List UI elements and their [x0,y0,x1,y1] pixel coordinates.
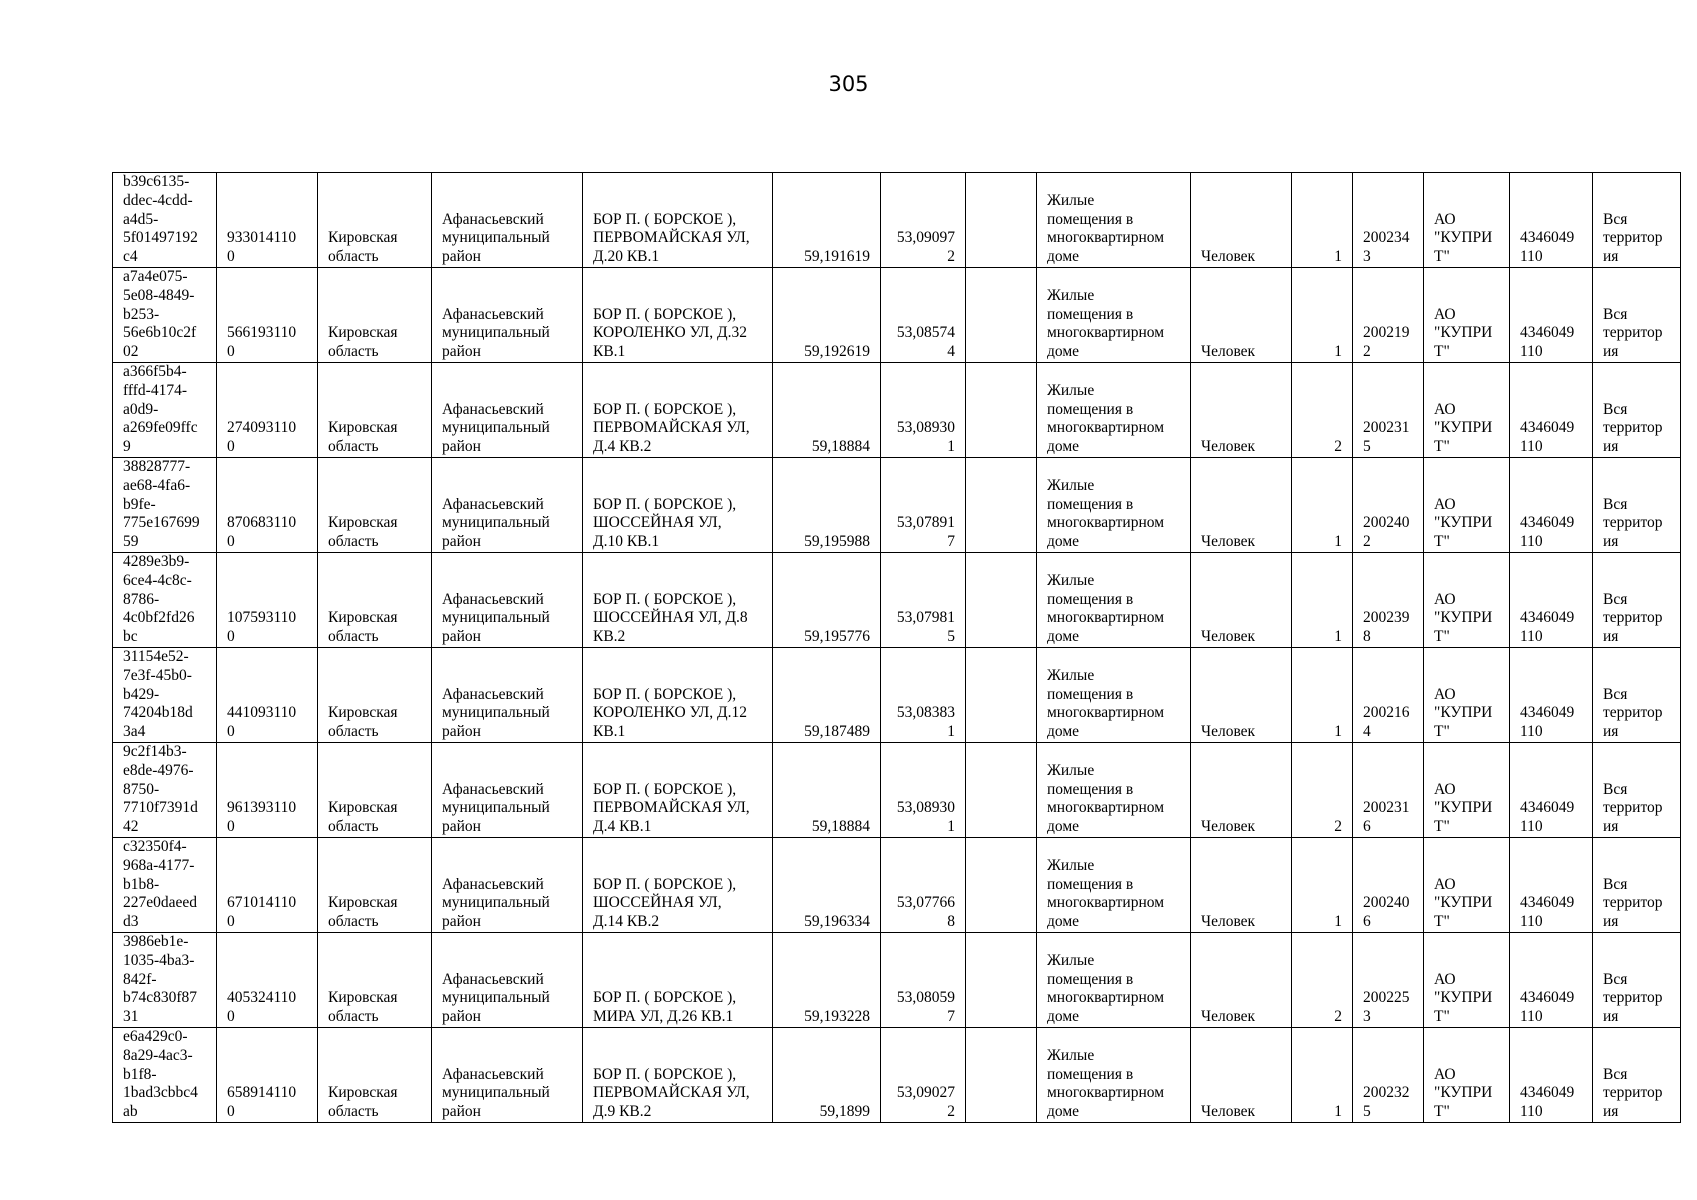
cell-address: БОР П. ( БОРСКОЕ ), ПЕРВОМАЙСКАЯ УЛ, Д.4 КВ.1 [583,743,773,838]
cell-longitude: 53,08574 4 [881,268,966,363]
cell-quantity: 1 [1292,553,1353,648]
cell-territory: Вся территор ия [1593,268,1681,363]
cell-region: Кировская область [318,458,432,553]
table-row [113,743,1681,838]
cell-district: Афанасьевский муниципальный район [432,648,583,743]
cell-territory: Вся территор ия [1593,553,1681,648]
cell-district: Афанасьевский муниципальный район [432,553,583,648]
cell-address: БОР П. ( БОРСКОЕ ), ПЕРВОМАЙСКАЯ УЛ, Д.20 КВ.1 [583,173,773,268]
cell-organization: АО "КУПРИ Т" [1424,1028,1510,1123]
table-row [113,458,1681,553]
cell-inn: 4346049 110 [1510,838,1593,933]
cell-object-type: Жилые помещения в многоквартирном доме [1037,458,1191,553]
cell-record-id: 3986eb1e- 1035-4ba3- 842f- b74c830f87 31 [113,933,217,1028]
cell-organization: АО "КУПРИ Т" [1424,553,1510,648]
cell-region: Кировская область [318,648,432,743]
cell-longitude: 53,07981 5 [881,553,966,648]
cell-address: БОР П. ( БОРСКОЕ ), ПЕРВОМАЙСКАЯ УЛ, Д.4 КВ.2 [583,363,773,458]
cell-region: Кировская область [318,743,432,838]
cell-latitude: 59,18884 [773,363,881,458]
cell-unit: Человек [1191,458,1292,553]
cell-organization: АО "КУПРИ Т" [1424,268,1510,363]
cell-empty [966,363,1037,458]
cell-record-id: 38828777- ae68-4fa6- b9fe- 775e167699 59 [113,458,217,553]
cell-longitude: 53,08930 1 [881,743,966,838]
cell-latitude: 59,193228 [773,933,881,1028]
cell-org-code: 200239 8 [1353,553,1424,648]
page-number: 305 [828,72,869,96]
cell-latitude: 59,195988 [773,458,881,553]
cell-organization: АО "КУПРИ Т" [1424,838,1510,933]
cell-object-type: Жилые помещения в многоквартирном доме [1037,1028,1191,1123]
cell-latitude: 59,195776 [773,553,881,648]
cell-quantity: 1 [1292,648,1353,743]
cell-longitude: 53,09027 2 [881,1028,966,1123]
cell-inn: 4346049 110 [1510,363,1593,458]
cell-record-id: 9c2f14b3- e8de-4976- 8750- 7710f7391d 42 [113,743,217,838]
cell-record-id: 31154e52- 7e3f-45b0- b429- 74204b18d 3a4 [113,648,217,743]
cell-longitude: 53,09097 2 [881,173,966,268]
cell-address: БОР П. ( БОРСКОЕ ), КОРОЛЕНКО УЛ, Д.32 КВ.1 [583,268,773,363]
cell-latitude: 59,192619 [773,268,881,363]
cell-address: БОР П. ( БОРСКОЕ ), ШОССЕЙНАЯ УЛ, Д.10 КВ.1 [583,458,773,553]
cell-longitude: 53,07891 7 [881,458,966,553]
cell-region: Кировская область [318,553,432,648]
cell-empty [966,268,1037,363]
cell-org-code: 200240 2 [1353,458,1424,553]
cell-oktmo-code: 870683110 0 [217,458,318,553]
cell-unit: Человек [1191,648,1292,743]
cell-district: Афанасьевский муниципальный район [432,268,583,363]
cell-record-id: a366f5b4- fffd-4174- a0d9- a269fe09ffc 9 [113,363,217,458]
cell-latitude: 59,18884 [773,743,881,838]
cell-territory: Вся территор ия [1593,458,1681,553]
cell-region: Кировская область [318,363,432,458]
cell-org-code: 200231 6 [1353,743,1424,838]
cell-inn: 4346049 110 [1510,1028,1593,1123]
registry-table [112,172,1681,1123]
table-row [113,363,1681,458]
cell-org-code: 200232 5 [1353,1028,1424,1123]
cell-quantity: 2 [1292,363,1353,458]
cell-unit: Человек [1191,838,1292,933]
cell-oktmo-code: 441093110 0 [217,648,318,743]
cell-oktmo-code: 405324110 0 [217,933,318,1028]
cell-latitude: 59,191619 [773,173,881,268]
cell-inn: 4346049 110 [1510,553,1593,648]
cell-inn: 4346049 110 [1510,458,1593,553]
cell-empty [966,1028,1037,1123]
cell-object-type: Жилые помещения в многоквартирном доме [1037,648,1191,743]
table-row [113,838,1681,933]
cell-quantity: 1 [1292,1028,1353,1123]
cell-region: Кировская область [318,933,432,1028]
cell-inn: 4346049 110 [1510,648,1593,743]
cell-object-type: Жилые помещения в многоквартирном доме [1037,363,1191,458]
cell-inn: 4346049 110 [1510,268,1593,363]
cell-longitude: 53,08059 7 [881,933,966,1028]
table-row [113,648,1681,743]
cell-object-type: Жилые помещения в многоквартирном доме [1037,173,1191,268]
cell-quantity: 2 [1292,743,1353,838]
cell-address: БОР П. ( БОРСКОЕ ), ШОССЕЙНАЯ УЛ, Д.14 КВ.2 [583,838,773,933]
cell-quantity: 1 [1292,838,1353,933]
cell-territory: Вся территор ия [1593,838,1681,933]
cell-object-type: Жилые помещения в многоквартирном доме [1037,268,1191,363]
cell-longitude: 53,08383 1 [881,648,966,743]
cell-empty [966,648,1037,743]
cell-record-id: 4289e3b9- 6ce4-4c8c- 8786- 4c0bf2fd26 bc [113,553,217,648]
cell-quantity: 1 [1292,268,1353,363]
cell-empty [966,458,1037,553]
cell-oktmo-code: 933014110 0 [217,173,318,268]
cell-inn: 4346049 110 [1510,173,1593,268]
cell-quantity: 1 [1292,458,1353,553]
cell-unit: Человек [1191,268,1292,363]
cell-longitude: 53,08930 1 [881,363,966,458]
cell-address: БОР П. ( БОРСКОЕ ), МИРА УЛ, Д.26 КВ.1 [583,933,773,1028]
cell-longitude: 53,07766 8 [881,838,966,933]
cell-empty [966,838,1037,933]
cell-oktmo-code: 658914110 0 [217,1028,318,1123]
cell-address: БОР П. ( БОРСКОЕ ), КОРОЛЕНКО УЛ, Д.12 КВ.1 [583,648,773,743]
cell-territory: Вся территор ия [1593,648,1681,743]
cell-record-id: b39c6135- ddec-4cdd- a4d5- 5f01497192 c4 [113,173,217,268]
cell-oktmo-code: 566193110 0 [217,268,318,363]
cell-org-code: 200231 5 [1353,363,1424,458]
cell-organization: АО "КУПРИ Т" [1424,173,1510,268]
cell-inn: 4346049 110 [1510,743,1593,838]
cell-address: БОР П. ( БОРСКОЕ ), ШОССЕЙНАЯ УЛ, Д.8 КВ.2 [583,553,773,648]
cell-address: БОР П. ( БОРСКОЕ ), ПЕРВОМАЙСКАЯ УЛ, Д.9 КВ.2 [583,1028,773,1123]
cell-region: Кировская область [318,268,432,363]
table-row [113,268,1681,363]
cell-territory: Вся территор ия [1593,173,1681,268]
cell-record-id: c32350f4- 968a-4177- b1b8- 227e0daeed d3 [113,838,217,933]
cell-district: Афанасьевский муниципальный район [432,838,583,933]
cell-district: Афанасьевский муниципальный район [432,1028,583,1123]
cell-district: Афанасьевский муниципальный район [432,173,583,268]
cell-territory: Вся территор ия [1593,743,1681,838]
cell-empty [966,933,1037,1028]
cell-org-code: 200219 2 [1353,268,1424,363]
cell-oktmo-code: 671014110 0 [217,838,318,933]
cell-organization: АО "КУПРИ Т" [1424,458,1510,553]
table-row [113,173,1681,268]
cell-object-type: Жилые помещения в многоквартирном доме [1037,743,1191,838]
cell-org-code: 200234 3 [1353,173,1424,268]
cell-organization: АО "КУПРИ Т" [1424,933,1510,1028]
cell-unit: Человек [1191,743,1292,838]
cell-unit: Человек [1191,933,1292,1028]
cell-empty [966,743,1037,838]
registry-body [113,173,1681,1123]
cell-record-id: e6a429c0- 8a29-4ac3- b1f8- 1bad3cbbc4 ab [113,1028,217,1123]
cell-unit: Человек [1191,553,1292,648]
cell-org-code: 200225 3 [1353,933,1424,1028]
cell-territory: Вся территор ия [1593,1028,1681,1123]
cell-latitude: 59,1899 [773,1028,881,1123]
cell-org-code: 200240 6 [1353,838,1424,933]
cell-organization: АО "КУПРИ Т" [1424,743,1510,838]
cell-region: Кировская область [318,1028,432,1123]
cell-object-type: Жилые помещения в многоквартирном доме [1037,553,1191,648]
table-row [113,1028,1681,1123]
cell-latitude: 59,196334 [773,838,881,933]
cell-unit: Человек [1191,363,1292,458]
cell-oktmo-code: 107593110 0 [217,553,318,648]
table-row [113,933,1681,1028]
cell-record-id: a7a4e075- 5e08-4849- b253- 56e6b10c2f 02 [113,268,217,363]
cell-object-type: Жилые помещения в многоквартирном доме [1037,838,1191,933]
cell-district: Афанасьевский муниципальный район [432,933,583,1028]
cell-district: Афанасьевский муниципальный район [432,458,583,553]
cell-organization: АО "КУПРИ Т" [1424,363,1510,458]
cell-empty [966,173,1037,268]
cell-oktmo-code: 961393110 0 [217,743,318,838]
cell-inn: 4346049 110 [1510,933,1593,1028]
table-row [113,553,1681,648]
cell-territory: Вся территор ия [1593,933,1681,1028]
cell-district: Афанасьевский муниципальный район [432,743,583,838]
cell-region: Кировская область [318,838,432,933]
cell-unit: Человек [1191,173,1292,268]
cell-organization: АО "КУПРИ Т" [1424,648,1510,743]
cell-region: Кировская область [318,173,432,268]
cell-quantity: 2 [1292,933,1353,1028]
cell-unit: Человек [1191,1028,1292,1123]
cell-quantity: 1 [1292,173,1353,268]
cell-latitude: 59,187489 [773,648,881,743]
cell-territory: Вся территор ия [1593,363,1681,458]
cell-empty [966,553,1037,648]
cell-oktmo-code: 274093110 0 [217,363,318,458]
cell-object-type: Жилые помещения в многоквартирном доме [1037,933,1191,1028]
cell-org-code: 200216 4 [1353,648,1424,743]
cell-district: Афанасьевский муниципальный район [432,363,583,458]
